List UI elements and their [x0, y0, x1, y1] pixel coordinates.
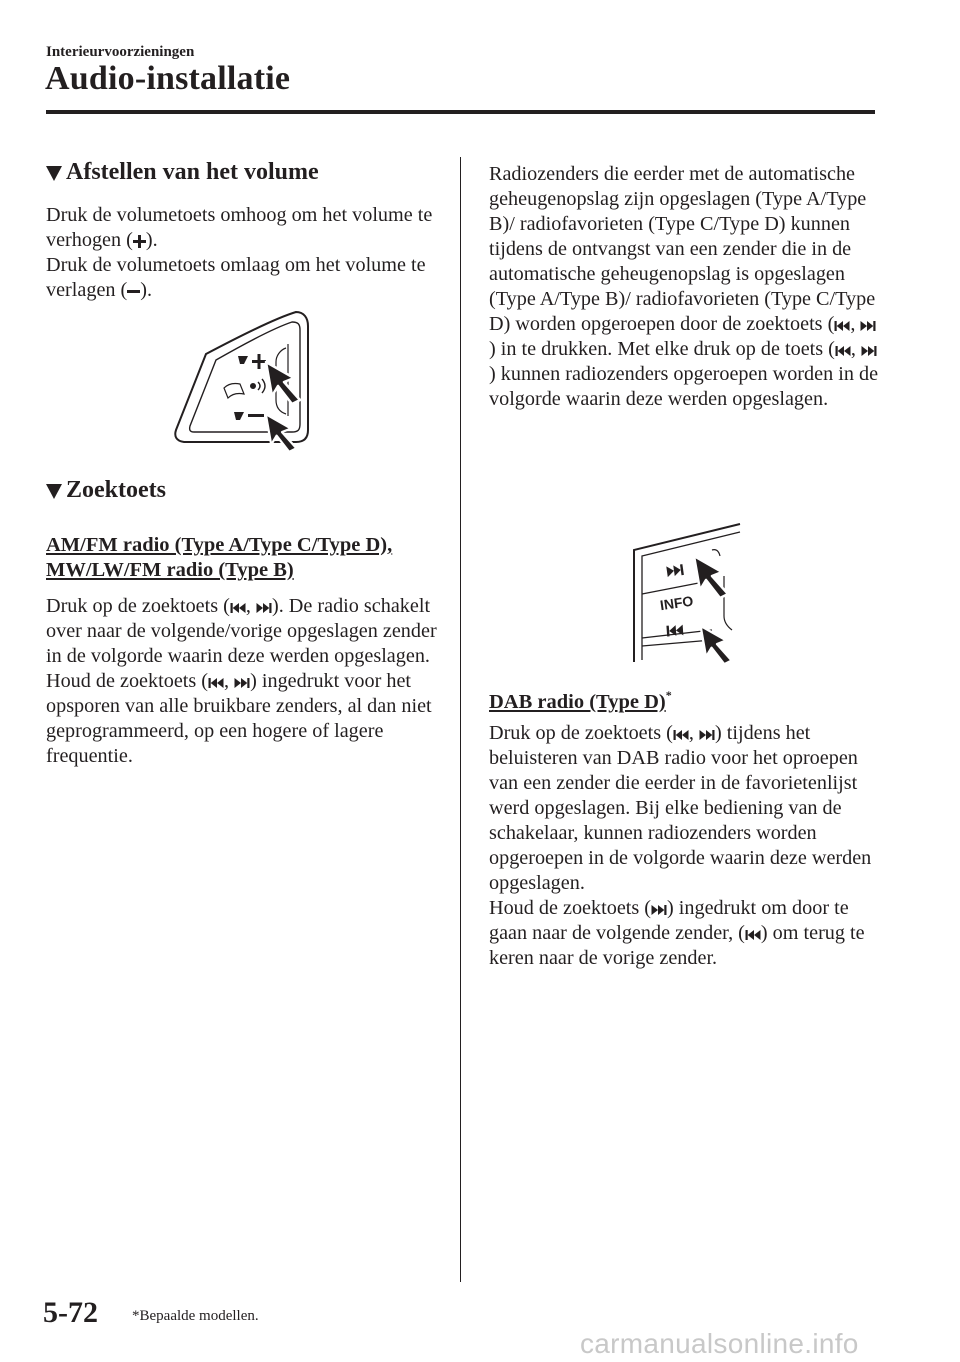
- seek-forward-icon: [699, 729, 715, 741]
- seek-back-icon: [834, 320, 850, 332]
- volume-down-close: ).: [140, 279, 153, 301]
- triangle-bullet-icon: [46, 484, 62, 499]
- dab-p2-start: Houd de zoektoets (: [489, 897, 652, 919]
- seek-sep: ,: [245, 595, 256, 617]
- dab-subheading: [489, 683, 879, 715]
- seek-forward-icon: [234, 677, 250, 689]
- volume-down-text: Druk de volumetoets omlaag om het volume te verlagen (: [46, 254, 426, 301]
- dab-paragraph-2: [489, 896, 879, 971]
- volume-text: [46, 203, 446, 303]
- volume-up-close: ).: [145, 229, 158, 251]
- footnote: *Bepaalde modellen.: [132, 1308, 259, 1324]
- preset-p-start: Radiozenders die eerder met de automatische geheugenopslag zijn opgeslagen (Type A/Type B)/ radiofavorieten (Type C/Type D) kunnen tijdens de ontvangst van een zender die in de automatische geheugenopslag is opgeslagen (Type A/Type B)/ radiofavorieten (Type C/Type D) worden opgeroepen door de zoektoets (: [489, 163, 876, 335]
- dab-p1-end: ) tijdens het beluisteren van DAB radio voor het oproepen van een zender die eerder in de favorietenlijst werd opgeslagen. Bij elke bediening van de schakelaar, kunnen radiozenders worden opgeroepen in de volgorde waarin deze werden opgeslagen.: [489, 722, 872, 894]
- section-label: Interieurvoorzieningen: [46, 44, 195, 60]
- plus-icon: [133, 235, 146, 248]
- seek-p1-end: ). De radio schakelt over naar de volgende/vorige opgeslagen zender in de volgorde waarin deze werden opgeslagen.: [46, 595, 437, 667]
- volume-up-text: Druk de volumetoets omhoog om het volume te verhogen (: [46, 204, 433, 251]
- volume-paragraph-down: [46, 253, 446, 303]
- preset-p-end: ) kunnen radiozenders opgeroepen worden in de volgorde waarin deze werden opgeslagen.: [489, 363, 879, 410]
- press-arrow-back: [701, 626, 732, 664]
- dab-sep: ,: [688, 722, 699, 744]
- volume-heading: [46, 160, 446, 185]
- triangle-bullet-icon: [46, 166, 62, 181]
- dab-p2-mid: ) ingedrukt om door te gaan naar de volgende zender, (: [489, 897, 849, 944]
- volume-heading-text: Afstellen van het volume: [66, 159, 319, 185]
- header-rule: [46, 110, 875, 114]
- preset-paragraph: [489, 162, 879, 412]
- info-label: INFO: [658, 592, 695, 614]
- column-divider: [460, 157, 461, 1282]
- seek-heading-text: Zoektoets: [66, 477, 166, 503]
- am-fm-subheading: [46, 533, 446, 583]
- seek-switch-illustration: [628, 520, 746, 666]
- volume-paragraph-up: [46, 203, 446, 253]
- seek-p2-end: ) ingedrukt voor het opsporen van alle bruikbare zenders, al dan niet geprogrammeerd, op een hogere of lagere frequentie.: [46, 670, 432, 767]
- preset-p-mid: ) in te drukken. Met elke druk op de toets (: [489, 338, 835, 360]
- seek-back-icon: [208, 677, 224, 689]
- page-title: Audio-installatie: [45, 60, 291, 97]
- dab-text: [489, 721, 879, 971]
- press-arrow-forward: [694, 556, 728, 598]
- seek-forward-icon: [860, 320, 876, 332]
- seek-sep: ,: [224, 670, 235, 692]
- page-number: 5-72: [43, 1296, 98, 1329]
- seek-back-icon: [230, 602, 246, 614]
- seek-heading: [46, 478, 446, 503]
- seek-back-icon: [745, 929, 761, 941]
- minus-icon: [127, 285, 140, 298]
- am-fm-subheading-text: AM/FM radio (Type A/Type C/Type D), MW/LW/FM radio (Type B): [46, 534, 393, 581]
- volume-switch-illustration: [168, 304, 318, 454]
- seek-back-icon: [835, 345, 851, 357]
- preset-text: [489, 162, 879, 412]
- seek-forward-icon: [256, 602, 272, 614]
- seek-p2-start: Houd de zoektoets (: [46, 670, 209, 692]
- seek-paragraph-1: [46, 594, 446, 669]
- dab-p2-end: ) om terug te keren naar de vorige zender.: [489, 922, 865, 969]
- watermark: carmanualsonline.info: [580, 1328, 859, 1359]
- seek-p1-start: Druk op de zoektoets (: [46, 595, 230, 617]
- preset-sep: ,: [850, 338, 861, 360]
- dab-subheading-text: DAB radio (Type D): [489, 691, 666, 713]
- dab-paragraph-1: [489, 721, 879, 896]
- seek-paragraph-2: [46, 669, 446, 769]
- seek-text: [46, 594, 446, 769]
- seek-forward-icon: [651, 904, 667, 916]
- seek-back-icon: [673, 729, 689, 741]
- preset-sep: ,: [850, 313, 861, 335]
- dab-p1-start: Druk op de zoektoets (: [489, 722, 673, 744]
- dab-footnote-mark: *: [665, 688, 672, 702]
- seek-forward-icon: [861, 345, 877, 357]
